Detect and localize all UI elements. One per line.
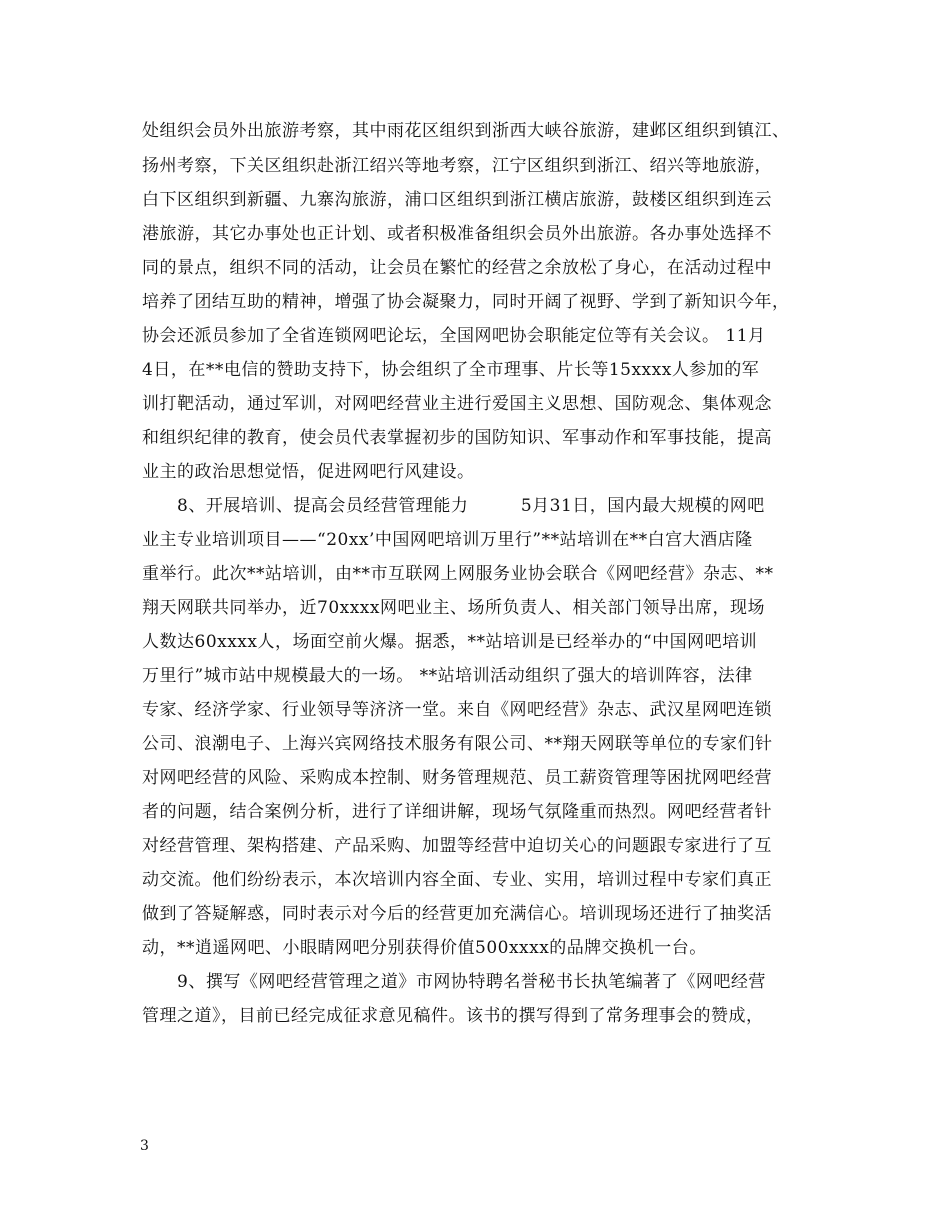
- text-line: 翔天网联共同举办，近70xxxx网吧业主、场所负责人、相关部门领导出席，现场: [142, 598, 765, 618]
- text-line: 万里行”城市站中规模最大的一场。 **站培训活动组织了强大的培训阵容，法律: [142, 666, 753, 686]
- text-line: 人数达60xxxx人，场面空前火爆。据悉，**站培训是已经举办的“中国网吧培训: [142, 632, 758, 652]
- text-line: 业主专业培训项目——“20xx’中国网吧培训万里行”**站培训在**白宫大酒店隆: [142, 530, 753, 550]
- text-line: 9、撰写《网吧经营管理之道》市网协特聘名誉秘书长执笔编著了《网吧经营: [142, 972, 766, 992]
- text-line: 和组织纪律的教育，使会员代表掌握初步的国防知识、军事动作和军事技能，提高: [142, 428, 772, 448]
- text-line: 公司、浪潮电子、上海兴宾网络技术服务有限公司、**翔天网联等单位的专家们针: [142, 734, 773, 754]
- text-line: 8、开展培训、提高会员经营管理能力 5月31日，国内最大规模的网吧: [142, 496, 765, 516]
- text-line: 做到了答疑解惑，同时表示对今后的经营更加充满信心。培训现场还进行了抽奖活: [142, 904, 772, 924]
- text-line: 处组织会员外出旅游考察，其中雨花区组织到浙西大峡谷旅游，建邺区组织到镇江、: [142, 121, 790, 141]
- text-line: 动，**逍遥网吧、小眼睛网吧分别获得价值500xxxx的品牌交换机一台。: [142, 938, 707, 958]
- text-line: 训打靶活动，通过军训，对网吧经营业主进行爱国主义思想、国防观念、集体观念: [142, 394, 772, 414]
- text-line: 4日，在**电信的赞助支持下，协会组织了全市理事、片长等15xxxx人参加的军: [142, 360, 760, 380]
- text-line: 动交流。他们纷纷表示，本次培训内容全面、专业、实用，培训过程中专家们真正: [142, 870, 772, 890]
- text-line: 业主的政治思想觉悟，促进网吧行风建设。: [142, 462, 475, 482]
- text-line: 对网吧经营的风险、采购成本控制、财务管理规范、员工薪资管理等困扰网吧经营: [142, 768, 772, 788]
- text-line: 对经营管理、架构搭建、产品采购、加盟等经营中迫切关心的问题跟专家进行了互: [142, 836, 772, 856]
- text-line: 者的问题，结合案例分析，进行了详细讲解，现场气氛隆重而热烈。网吧经营者针: [142, 802, 772, 822]
- text-line: 重举行。此次**站培训，由**市互联网上网服务业协会联合《网吧经营》杂志、**: [142, 564, 774, 584]
- text-line: 培养了团结互助的精神，增强了协会凝聚力，同时开阔了视野、学到了新知识今年，: [142, 292, 790, 312]
- text-line: 港旅游，其它办事处也正计划、或者积极准备组织会员外出旅游。各办事处选择不: [142, 224, 772, 244]
- text-line: 专家、经济学家、行业领导等济济一堂。来自《网吧经营》杂志、武汉星网吧连锁: [142, 700, 772, 720]
- text-line: 同的景点，组织不同的活动，让会员在繁忙的经营之余放松了身心，在活动过程中: [142, 258, 772, 278]
- text-line: 管理之道》，目前已经完成征求意见稿件。该书的撰写得到了常务理事会的赞成，: [142, 1006, 764, 1026]
- text-line: 扬州考察，下关区组织赴浙江绍兴等地考察，江宁区组织到浙江、绍兴等地旅游，: [142, 156, 772, 176]
- page-number: 3: [140, 1138, 149, 1154]
- text-line: 白下区组织到新疆、九寨沟旅游，浦口区组织到浙江横店旅游，鼓楼区组织到连云: [142, 190, 772, 210]
- text-line: 协会还派员参加了全省连锁网吧论坛，全国网吧协会职能定位等有关会议。 11月: [142, 326, 766, 346]
